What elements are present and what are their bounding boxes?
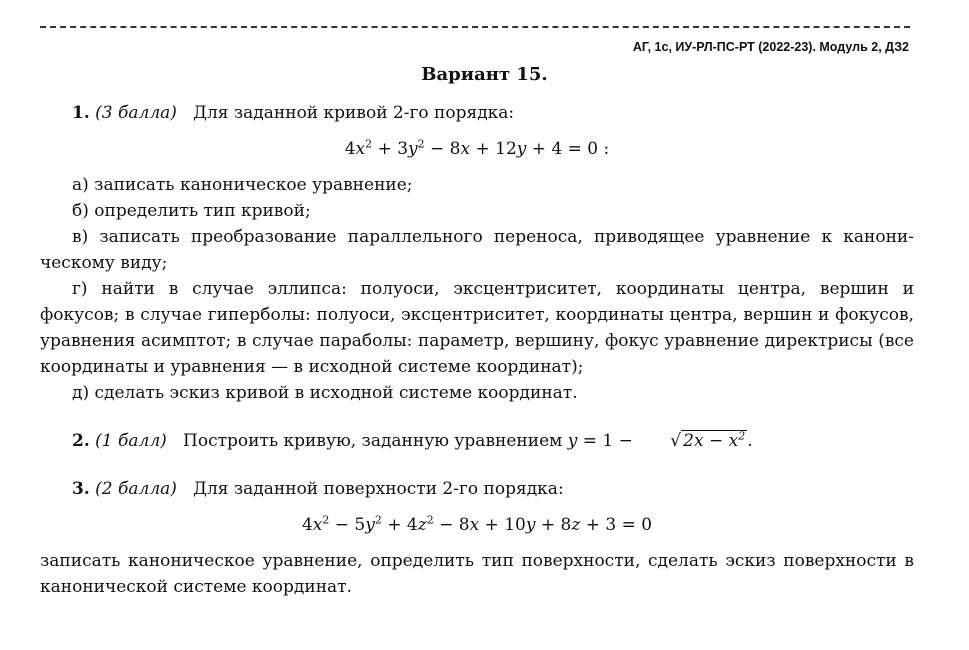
eq1-term: + 3 bbox=[372, 139, 409, 159]
eq3-term: − 5 bbox=[329, 515, 366, 535]
eq3-var: z bbox=[571, 515, 581, 535]
task1-item-e: д) сделать эскиз кривой в исходной системе координат. bbox=[72, 383, 578, 403]
task1-item-a: а) записать каноническое уравнение; bbox=[72, 175, 413, 195]
variant-title: Вариант 15. bbox=[421, 64, 548, 85]
eq3-var: y bbox=[365, 515, 375, 535]
eq1-term: + 12 bbox=[470, 139, 517, 159]
eq3-term: + 3 = 0 bbox=[580, 515, 653, 535]
eq1-var: y bbox=[516, 139, 527, 159]
eq3-var: x bbox=[312, 515, 323, 535]
task2-number: 2. bbox=[72, 431, 90, 451]
eq3-term: + 10 bbox=[479, 515, 526, 535]
eq1-exp: 2 bbox=[365, 137, 373, 151]
eq1-term: − 8 bbox=[424, 139, 461, 159]
task1-item-b: б) определить тип кривой; bbox=[72, 201, 311, 221]
task2-equation bbox=[568, 431, 753, 451]
eq3-term: + 4 bbox=[381, 515, 418, 535]
eq1-term: + 4 = 0 : bbox=[526, 139, 610, 159]
task3-heading bbox=[40, 476, 914, 502]
task3-points: (2 балла) bbox=[95, 479, 177, 499]
eq3-var: y bbox=[525, 515, 536, 535]
eq3-var: z bbox=[417, 515, 427, 535]
eq1-var: x bbox=[355, 139, 366, 159]
task1-item-c: в) записать преобразование параллельного переноса, приводящее уравнение к канони-ческому виду; bbox=[40, 227, 914, 273]
eq3-term: 4 bbox=[301, 515, 313, 535]
task1-heading bbox=[40, 100, 914, 126]
task2-heading bbox=[40, 428, 914, 454]
task3-equation bbox=[40, 512, 914, 538]
task3-number: 3. bbox=[72, 479, 90, 499]
task1-item-d: г) найти в случае эллипса: полуоси, эксцентриситет, координаты центра, вершин и фокусов; в случае гиперболы: полуоси, эксцентриситет, координаты центра, вершин и фокусов, уравнения асимптот; в случае параболы: параметр, вершину, фокус уравнение директрисы (все координаты и уравнения — в исходной системе координат); bbox=[40, 279, 914, 377]
radicand-exp: 2 bbox=[738, 429, 746, 443]
task1-intro: Для заданной кривой 2-го порядка: bbox=[193, 103, 515, 123]
eq3-var: x bbox=[469, 515, 480, 535]
task1-points: (3 балла) bbox=[95, 103, 177, 123]
eq2-var: y bbox=[567, 431, 578, 451]
radicand-text: 2x − x bbox=[683, 431, 739, 451]
eq2-term: = 1 − bbox=[577, 431, 639, 451]
eq3-exp: 2 bbox=[374, 513, 382, 527]
eq1-var: y bbox=[408, 139, 418, 159]
task1-equation bbox=[40, 136, 914, 162]
sqrt-radicand bbox=[681, 430, 747, 451]
task3-text: записать каноническое уравнение, определить тип поверхности, сделать эскиз поверхности в канонической системе координат. bbox=[40, 551, 914, 597]
task3-intro: Для заданной поверхности 2-го порядка: bbox=[193, 479, 564, 499]
eq1-term: 4 bbox=[344, 139, 356, 159]
task1-number: 1. bbox=[72, 103, 90, 123]
task2-points: (1 балл) bbox=[95, 431, 167, 451]
eq3-exp: 2 bbox=[426, 513, 434, 527]
eq3-exp: 2 bbox=[322, 513, 330, 527]
sqrt-icon: √ bbox=[670, 431, 682, 451]
assignment-body bbox=[40, 100, 914, 600]
eq1-exp: 2 bbox=[417, 137, 425, 151]
sqrt-expression bbox=[638, 428, 747, 454]
task2-text: Построить кривую, заданную уравнением bbox=[183, 431, 563, 451]
eq1-var: x bbox=[460, 139, 471, 159]
course-header: АГ, 1с, ИУ-РЛ-ПС-РТ (2022-23). Модуль 2, ДЗ2 bbox=[632, 40, 909, 54]
eq3-term: − 8 bbox=[433, 515, 470, 535]
cut-line bbox=[40, 26, 910, 28]
eq2-end: . bbox=[747, 431, 753, 451]
eq3-term: + 8 bbox=[535, 515, 572, 535]
